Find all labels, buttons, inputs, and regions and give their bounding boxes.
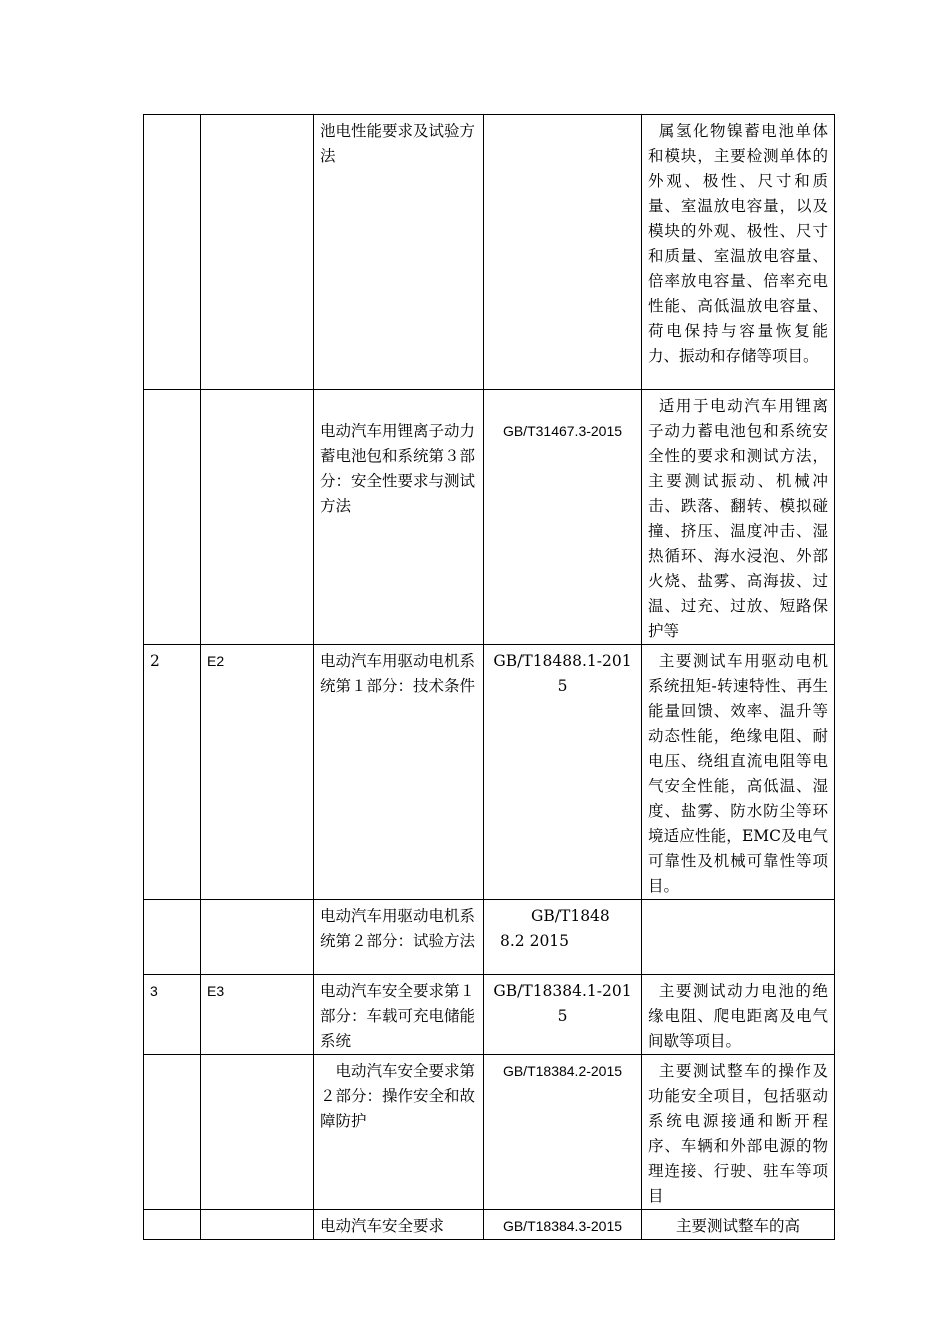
test-description [642,900,835,975]
test-description: 主要测试整车的操作及功能安全项目，包括驱动系统电源接通和断开程序、车辆和外部电源的物理连接、行驶、驻车等项目 [642,1055,835,1210]
row-number [144,115,201,390]
row-number: 3 [144,975,201,1055]
row-code [201,1210,314,1240]
test-description: 属氢化物镍蓄电池单体和模块，主要检测单体的外观、极性、尺寸和质量、室温放电容量，以及模块的外观、极性、尺寸和质量、室温放电容量、倍率放电容量、倍率充电性能、高低温放电容量、荷电保持与容量恢复能力、振动和存储等项目。 [642,115,835,390]
standard-name: 池电性能要求及试验方法 [314,115,484,390]
table-row [144,975,835,1055]
standard-name: 电动汽车用驱动电机系统第２部分：试验方法 [314,900,484,975]
table-row [144,115,835,390]
table-row [144,1210,835,1240]
standards-table [143,114,835,1240]
standard-name: 电动汽车安全要求第２部分：操作安全和故障防护 [314,1055,484,1210]
test-description: 主要测试动力电池的绝缘电阻、爬电距离及电气间歇等项目。 [642,975,835,1055]
test-description: 主要测试整车的高 [642,1210,835,1240]
row-code: E2 [201,645,314,900]
table-row [144,390,835,645]
row-number: 2 [144,645,201,900]
table-row [144,900,835,975]
standard-name: 电动汽车安全要求第１部分：车载可充电储能系统 [314,975,484,1055]
standard-number: GB/T18384.1-2015 [484,975,642,1055]
test-description: 主要测试车用驱动电机系统扭矩-转速特性、再生能量回馈、效率、温升等动态性能，绝缘电阻、耐电压、绕组直流电阻等电气安全性能，高低温、湿度、盐雾、防水防尘等环境适应性能，EMC及电气可靠性及机械可靠性等项目。 [642,645,835,900]
row-code [201,1055,314,1210]
row-code [201,900,314,975]
standard-number: GB/T18384.2-2015 [484,1055,642,1210]
test-description: 适用于电动汽车用锂离子动力蓄电池包和系统安全性的要求和测试方法，主要测试振动、机械冲击、跌落、翻转、模拟碰撞、挤压、温度冲击、湿热循环、海水浸泡、外部火烧、盐雾、高海拔、过温、过充、过放、短路保护等 [642,390,835,645]
row-code [201,390,314,645]
standard-name: 电动汽车用驱动电机系统第１部分：技术条件 [314,645,484,900]
table-row [144,645,835,900]
table-row [144,1055,835,1210]
row-number [144,1055,201,1210]
standard-number: GB/T31467.3-2015 [484,390,642,645]
standard-number: GB/T18384.3-2015 [484,1210,642,1240]
row-number [144,390,201,645]
row-number [144,900,201,975]
standard-number: GB/T18488.1-2015 [484,645,642,900]
standard-name: 电动汽车用锂离子动力蓄电池包和系统第３部分：安全性要求与测试方法 [314,390,484,645]
row-code: E3 [201,975,314,1055]
standard-name: 电动汽车安全要求 [314,1210,484,1240]
standard-number [484,115,642,390]
standard-number: GB/T18488.2 2015 [484,900,642,975]
row-code [201,115,314,390]
row-number [144,1210,201,1240]
